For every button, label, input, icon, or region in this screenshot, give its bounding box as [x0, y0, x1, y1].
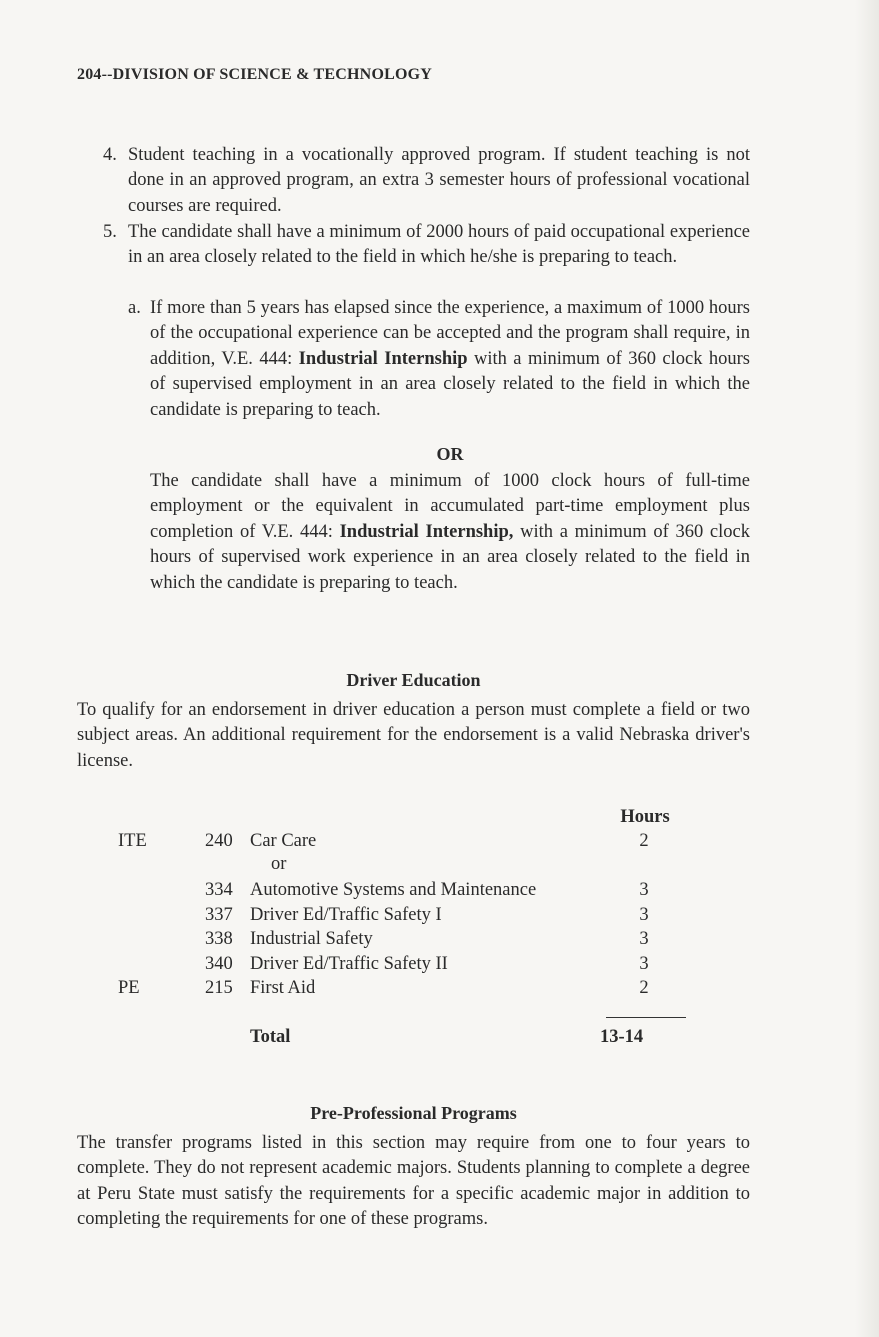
sub-item-a-text	[150, 296, 750, 423]
pre-professional-heading: Pre-Professional Programs	[310, 1103, 517, 1123]
course-number: 334	[205, 880, 233, 900]
industrial-internship-bold: Industrial Internship	[298, 348, 468, 369]
course-title: First Aid	[250, 978, 316, 998]
course-title: Driver Ed/Traffic Safety II	[250, 954, 448, 974]
course-hours: 3	[639, 880, 649, 900]
course-number: 340	[205, 954, 233, 974]
course-number: 337	[205, 905, 233, 925]
course-dept: ITE	[118, 831, 147, 851]
item-number: 4.	[103, 145, 117, 165]
course-hours: 3	[639, 905, 649, 925]
requirement-item-4-text: Student teaching in a vocationally approved program. If student teaching is not done in an approved program, an extra 3 semester hours of professional vocational courses are required.	[128, 145, 750, 216]
requirement-item-5-text: The candidate shall have a minimum of 2000 hours of paid occupational experience in an area closely related to the field in which he/she is preparing to teach.	[128, 222, 750, 268]
course-hours: 3	[639, 954, 649, 974]
sub-item-a-text-before: If more than 5 years has elapsed since the experience, a maximum of 1000 hours of the occupational experience can be accepted and the program shall require, in addition, V.E. 444:	[150, 298, 750, 369]
total-hours: 13-14	[600, 1027, 644, 1047]
course-title: or	[271, 854, 287, 874]
or-separator: OR	[436, 444, 464, 464]
course-title: Driver Ed/Traffic Safety I	[250, 905, 442, 925]
page-edge-shadow	[855, 0, 879, 1337]
hours-column-header: Hours	[620, 807, 670, 827]
alternative-requirement-text	[150, 469, 750, 596]
alt-text-after: with a minimum of 360 clock hours of supervised work experience in an area closely related to the field in which the candidate is preparing to teach.	[150, 521, 750, 593]
item-number: 5.	[103, 222, 117, 242]
page-header: 204--DIVISION OF SCIENCE & TECHNOLOGY	[77, 66, 433, 83]
total-label: Total	[250, 1027, 291, 1047]
course-title: Automotive Systems and Maintenance	[250, 880, 537, 900]
course-title: Car Care	[250, 831, 317, 851]
alt-text-before: The candidate shall have a minimum of 1000 clock hours of full-time employment or the equivalent in accumulated part-time employment plus completion of V.E. 444:	[150, 471, 750, 542]
course-title: Industrial Safety	[250, 929, 373, 949]
course-hours: 2	[639, 978, 649, 998]
total-rule	[606, 1017, 686, 1018]
course-number: 338	[205, 929, 233, 949]
course-dept: PE	[118, 978, 140, 998]
sub-item-a-text-after: with a minimum of 360 clock hours of supervised employment in an area closely related to the field in which the candidate is preparing to teach.	[150, 348, 750, 420]
course-number: 240	[205, 831, 233, 851]
sub-item-letter: a.	[128, 298, 141, 318]
course-hours: 2	[639, 831, 649, 851]
industrial-internship-bold: Industrial Internship,	[339, 521, 514, 542]
pre-professional-text: The transfer programs listed in this section may require from one to four years to complete. They do not represent academic majors. Students planning to complete a degree at Peru State must satisfy the requirements for a specific academic major in addition to completing the requirements for one of these programs.	[77, 1133, 750, 1230]
course-hours: 3	[639, 929, 649, 949]
course-number: 215	[205, 978, 233, 998]
driver-education-heading: Driver Education	[346, 670, 481, 690]
driver-education-intro: To qualify for an endorsement in driver education a person must complete a field or two subject areas. An additional requirement for the endorsement is a valid Nebraska driver's license.	[77, 700, 750, 771]
